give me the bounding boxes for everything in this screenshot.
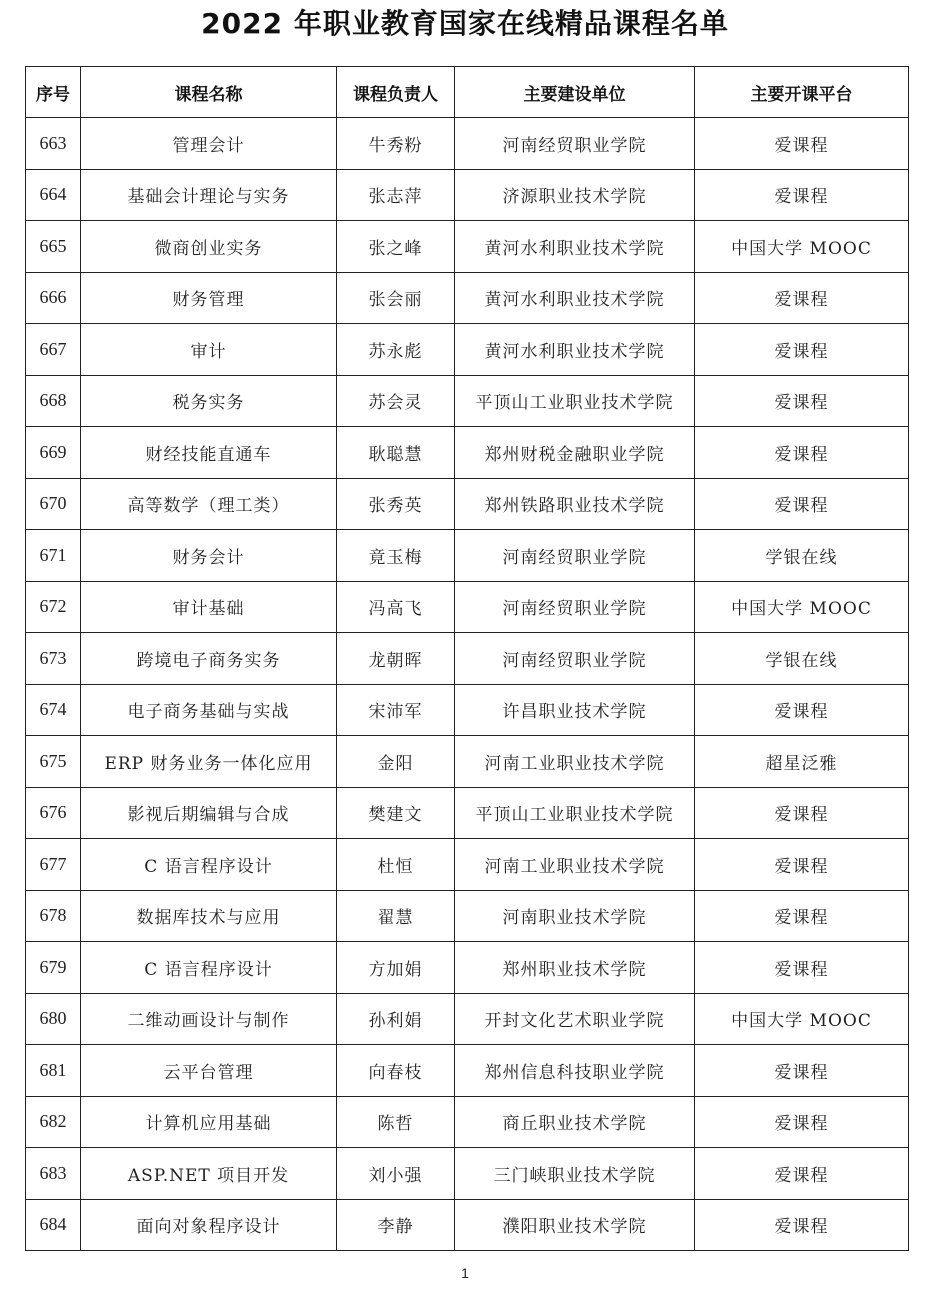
cell-institution: 河南工业职业技术学院 bbox=[455, 839, 695, 891]
course-list-table bbox=[25, 66, 909, 1251]
cell-institution: 平顶山工业职业技术学院 bbox=[455, 787, 695, 839]
table-row bbox=[26, 169, 909, 221]
cell-platform: 爱课程 bbox=[695, 684, 909, 736]
cell-index: 677 bbox=[26, 839, 81, 891]
cell-platform: 爱课程 bbox=[695, 942, 909, 994]
cell-platform: 爱课程 bbox=[695, 787, 909, 839]
cell-platform: 中国大学 MOOC bbox=[695, 993, 909, 1045]
cell-institution: 开封文化艺术职业学院 bbox=[455, 993, 695, 1045]
cell-platform: 爱课程 bbox=[695, 890, 909, 942]
cell-index: 671 bbox=[26, 530, 81, 582]
cell-institution: 商丘职业技术学院 bbox=[455, 1096, 695, 1148]
table-row bbox=[26, 736, 909, 788]
cell-institution: 河南工业职业技术学院 bbox=[455, 736, 695, 788]
cell-course-lead: 孙利娟 bbox=[337, 993, 455, 1045]
cell-course-lead: 牛秀粉 bbox=[337, 118, 455, 170]
cell-course-lead: 张秀英 bbox=[337, 478, 455, 530]
cell-course-name: ASP.NET 项目开发 bbox=[81, 1148, 337, 1200]
cell-platform: 爱课程 bbox=[695, 1045, 909, 1097]
cell-platform: 中国大学 MOOC bbox=[695, 221, 909, 273]
cell-platform: 学银在线 bbox=[695, 530, 909, 582]
table-row bbox=[26, 1045, 909, 1097]
table-row bbox=[26, 478, 909, 530]
cell-course-name: 财经技能直通车 bbox=[81, 427, 337, 479]
cell-index: 673 bbox=[26, 633, 81, 685]
cell-course-name: 微商创业实务 bbox=[81, 221, 337, 273]
cell-index: 672 bbox=[26, 581, 81, 633]
cell-institution: 郑州财税金融职业学院 bbox=[455, 427, 695, 479]
cell-platform: 中国大学 MOOC bbox=[695, 581, 909, 633]
table-row bbox=[26, 684, 909, 736]
table-row bbox=[26, 942, 909, 994]
cell-course-lead: 杜恒 bbox=[337, 839, 455, 891]
cell-course-name: 基础会计理论与实务 bbox=[81, 169, 337, 221]
cell-course-name: C 语言程序设计 bbox=[81, 839, 337, 891]
page-number: 1 bbox=[461, 1265, 469, 1281]
cell-index: 682 bbox=[26, 1096, 81, 1148]
cell-course-name: C 语言程序设计 bbox=[81, 942, 337, 994]
cell-course-name: 二维动画设计与制作 bbox=[81, 993, 337, 1045]
cell-course-lead: 苏永彪 bbox=[337, 324, 455, 376]
cell-platform: 爱课程 bbox=[695, 427, 909, 479]
cell-index: 670 bbox=[26, 478, 81, 530]
column-header-course-name: 课程名称 bbox=[81, 67, 337, 118]
cell-platform: 爱课程 bbox=[695, 169, 909, 221]
cell-index: 665 bbox=[26, 221, 81, 273]
cell-platform: 爱课程 bbox=[695, 1148, 909, 1200]
cell-course-lead: 龙朝晖 bbox=[337, 633, 455, 685]
cell-index: 663 bbox=[26, 118, 81, 170]
cell-course-lead: 苏会灵 bbox=[337, 375, 455, 427]
table-row bbox=[26, 993, 909, 1045]
table-row bbox=[26, 1096, 909, 1148]
cell-course-lead: 樊建文 bbox=[337, 787, 455, 839]
table-row bbox=[26, 633, 909, 685]
cell-course-lead: 耿聪慧 bbox=[337, 427, 455, 479]
table-row bbox=[26, 1148, 909, 1200]
cell-index: 678 bbox=[26, 890, 81, 942]
cell-institution: 河南经贸职业学院 bbox=[455, 530, 695, 582]
cell-course-name: 跨境电子商务实务 bbox=[81, 633, 337, 685]
cell-institution: 河南职业技术学院 bbox=[455, 890, 695, 942]
cell-course-name: 审计基础 bbox=[81, 581, 337, 633]
table-row bbox=[26, 272, 909, 324]
cell-course-name: 电子商务基础与实战 bbox=[81, 684, 337, 736]
cell-course-lead: 冯高飞 bbox=[337, 581, 455, 633]
cell-course-lead: 宋沛军 bbox=[337, 684, 455, 736]
cell-course-name: 财务会计 bbox=[81, 530, 337, 582]
cell-index: 669 bbox=[26, 427, 81, 479]
cell-index: 674 bbox=[26, 684, 81, 736]
cell-platform: 爱课程 bbox=[695, 272, 909, 324]
cell-course-name: 管理会计 bbox=[81, 118, 337, 170]
column-header-platform: 主要开课平台 bbox=[695, 67, 909, 118]
cell-institution: 河南经贸职业学院 bbox=[455, 633, 695, 685]
cell-institution: 濮阳职业技术学院 bbox=[455, 1199, 695, 1251]
cell-platform: 爱课程 bbox=[695, 1096, 909, 1148]
table-row bbox=[26, 324, 909, 376]
column-header-index: 序号 bbox=[26, 67, 81, 118]
cell-platform: 爱课程 bbox=[695, 839, 909, 891]
cell-index: 675 bbox=[26, 736, 81, 788]
cell-institution: 许昌职业技术学院 bbox=[455, 684, 695, 736]
cell-course-lead: 向春枝 bbox=[337, 1045, 455, 1097]
table-row bbox=[26, 530, 909, 582]
cell-institution: 黄河水利职业技术学院 bbox=[455, 324, 695, 376]
cell-course-name: ERP 财务业务一体化应用 bbox=[81, 736, 337, 788]
cell-institution: 平顶山工业职业技术学院 bbox=[455, 375, 695, 427]
cell-course-lead: 翟慧 bbox=[337, 890, 455, 942]
cell-course-lead: 张会丽 bbox=[337, 272, 455, 324]
cell-course-name: 财务管理 bbox=[81, 272, 337, 324]
table-row bbox=[26, 427, 909, 479]
cell-platform: 爱课程 bbox=[695, 375, 909, 427]
cell-index: 684 bbox=[26, 1199, 81, 1251]
cell-institution: 郑州信息科技职业学院 bbox=[455, 1045, 695, 1097]
cell-course-lead: 陈哲 bbox=[337, 1096, 455, 1148]
cell-platform: 学银在线 bbox=[695, 633, 909, 685]
table-row bbox=[26, 375, 909, 427]
table-row bbox=[26, 1199, 909, 1251]
cell-course-name: 云平台管理 bbox=[81, 1045, 337, 1097]
cell-course-name: 数据库技术与应用 bbox=[81, 890, 337, 942]
cell-institution: 济源职业技术学院 bbox=[455, 169, 695, 221]
cell-platform: 爱课程 bbox=[695, 324, 909, 376]
cell-course-name: 面向对象程序设计 bbox=[81, 1199, 337, 1251]
cell-course-name: 税务实务 bbox=[81, 375, 337, 427]
cell-institution: 郑州职业技术学院 bbox=[455, 942, 695, 994]
cell-institution: 郑州铁路职业技术学院 bbox=[455, 478, 695, 530]
table-body bbox=[26, 118, 909, 1251]
cell-course-name: 高等数学（理工类） bbox=[81, 478, 337, 530]
cell-index: 683 bbox=[26, 1148, 81, 1200]
cell-platform: 爱课程 bbox=[695, 118, 909, 170]
cell-index: 667 bbox=[26, 324, 81, 376]
cell-institution: 黄河水利职业技术学院 bbox=[455, 272, 695, 324]
cell-institution: 河南经贸职业学院 bbox=[455, 118, 695, 170]
cell-index: 681 bbox=[26, 1045, 81, 1097]
cell-index: 664 bbox=[26, 169, 81, 221]
cell-course-lead: 竟玉梅 bbox=[337, 530, 455, 582]
cell-index: 668 bbox=[26, 375, 81, 427]
cell-index: 679 bbox=[26, 942, 81, 994]
cell-course-lead: 张志萍 bbox=[337, 169, 455, 221]
cell-course-lead: 刘小强 bbox=[337, 1148, 455, 1200]
column-header-institution: 主要建设单位 bbox=[455, 67, 695, 118]
table-row bbox=[26, 118, 909, 170]
column-header-course-lead: 课程负责人 bbox=[337, 67, 455, 118]
cell-platform: 超星泛雅 bbox=[695, 736, 909, 788]
cell-platform: 爱课程 bbox=[695, 1199, 909, 1251]
cell-platform: 爱课程 bbox=[695, 478, 909, 530]
cell-course-lead: 李静 bbox=[337, 1199, 455, 1251]
cell-institution: 黄河水利职业技术学院 bbox=[455, 221, 695, 273]
cell-institution: 河南经贸职业学院 bbox=[455, 581, 695, 633]
cell-course-lead: 金阳 bbox=[337, 736, 455, 788]
table-row bbox=[26, 221, 909, 273]
cell-course-name: 影视后期编辑与合成 bbox=[81, 787, 337, 839]
cell-index: 676 bbox=[26, 787, 81, 839]
cell-institution: 三门峡职业技术学院 bbox=[455, 1148, 695, 1200]
cell-course-lead: 张之峰 bbox=[337, 221, 455, 273]
table-row bbox=[26, 581, 909, 633]
cell-course-name: 计算机应用基础 bbox=[81, 1096, 337, 1148]
table-row bbox=[26, 890, 909, 942]
table-header-row bbox=[26, 67, 909, 118]
page-title: 2022 年职业教育国家在线精品课程名单 bbox=[201, 7, 729, 40]
cell-index: 680 bbox=[26, 993, 81, 1045]
cell-course-lead: 方加娟 bbox=[337, 942, 455, 994]
table-row bbox=[26, 787, 909, 839]
cell-index: 666 bbox=[26, 272, 81, 324]
table-row bbox=[26, 839, 909, 891]
cell-course-name: 审计 bbox=[81, 324, 337, 376]
